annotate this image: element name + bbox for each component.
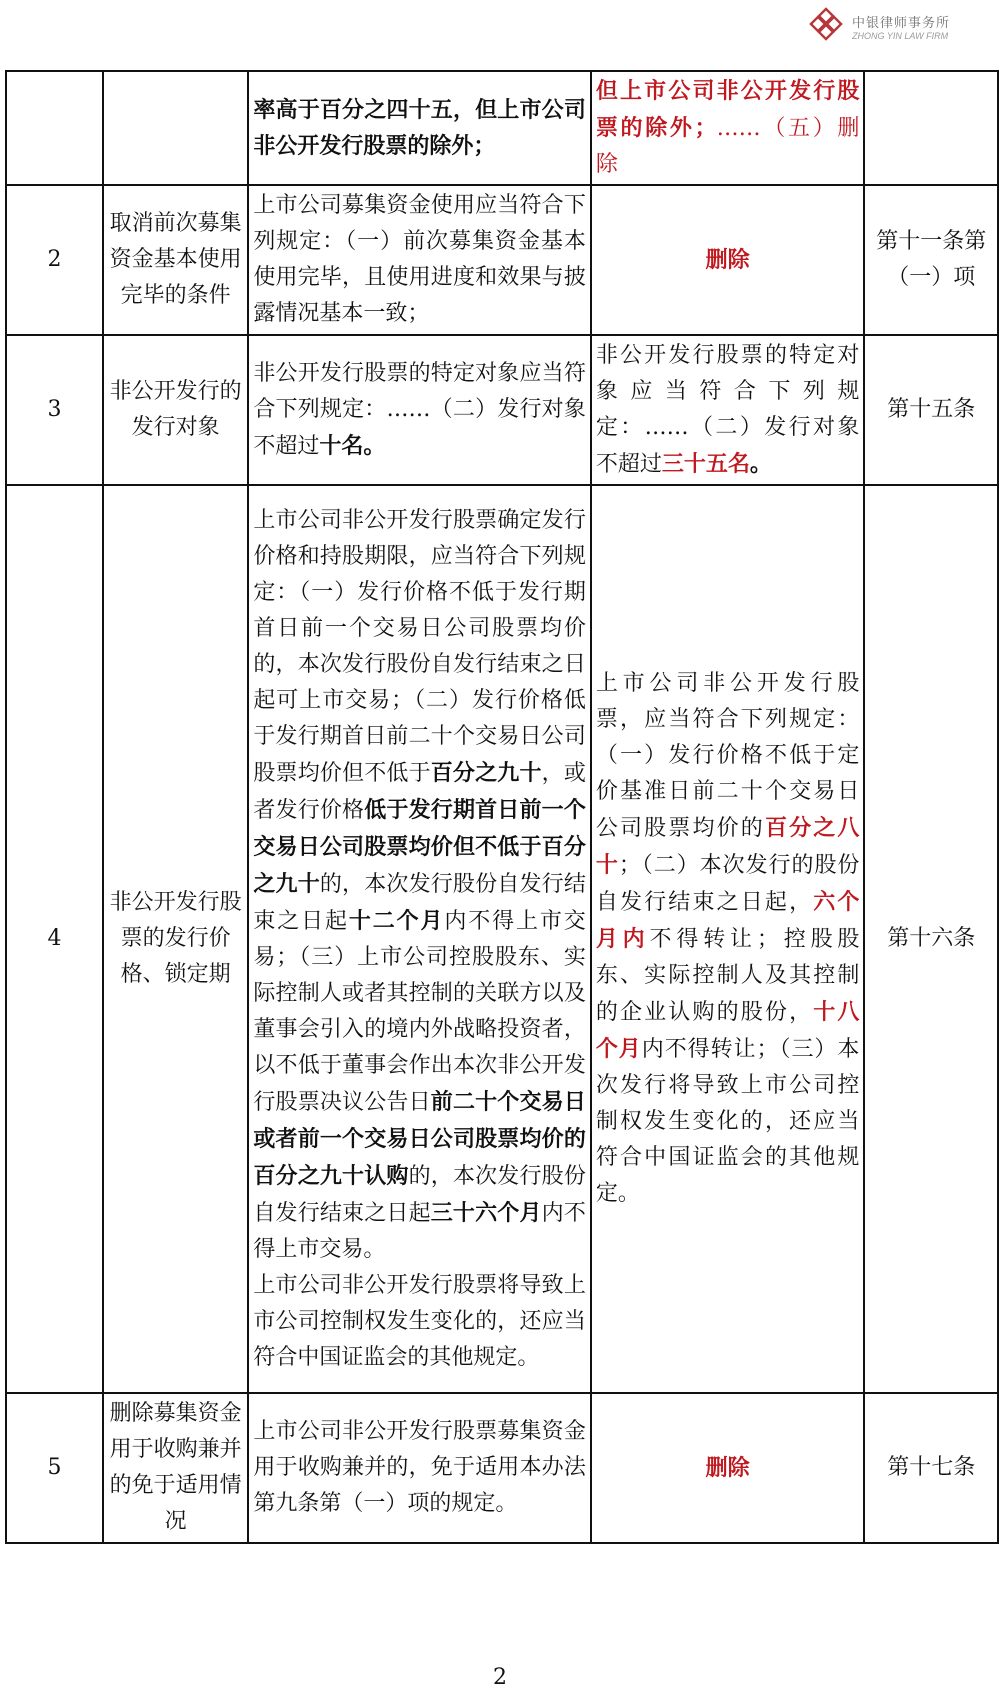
amended-text bbox=[591, 335, 865, 485]
row-number bbox=[6, 71, 103, 185]
amended-text-highlight: 六个月内 bbox=[595, 889, 860, 952]
original-text-part: 非公开发行股票的特定对象应当符合下列规定：……（二）发行对象不超过 bbox=[253, 360, 586, 459]
amended-text-part: 上市公司非公开发行股票，应当符合下列规定：（一）发行价格不低于定价基准日前二十个交易日公司股票均价的 bbox=[595, 671, 860, 841]
article-reference: 第十五条 bbox=[864, 335, 998, 485]
row-number: 2 bbox=[6, 185, 103, 335]
original-text-part: 内不得上市交易。 bbox=[253, 1200, 586, 1262]
row-topic: 删除募集资金用于收购兼并的免于适用情况 bbox=[103, 1393, 248, 1543]
amended-text-part: 。 bbox=[749, 450, 772, 477]
row-topic bbox=[103, 71, 248, 185]
row-topic: 非公开发行股票的发行价格、锁定期 bbox=[103, 485, 248, 1393]
amended-text-part: 非公开发行股票的特定对象应当符合下列规定：……（二）发行对象不超过 bbox=[595, 342, 860, 477]
table-row bbox=[6, 485, 998, 1393]
original-text-highlight: 十二个月 bbox=[348, 907, 445, 934]
amended-text-part: 不得转让；控股股东、实际控制人及其控制的企业认购的股份， bbox=[595, 927, 860, 1025]
firm-logo bbox=[808, 6, 950, 46]
table-row-continuation bbox=[6, 71, 998, 185]
firm-name-en: ZHONG YIN LAW FIRM bbox=[851, 30, 949, 41]
firm-emblem-icon bbox=[808, 6, 848, 46]
table-row bbox=[6, 185, 998, 335]
original-text-part: 率高于百分之四十五，但上市公司非公开发行股票的除外； bbox=[253, 97, 586, 159]
original-text-highlight: 前二十个交易日或者前一个交易日公司股票均价的百分之九十认购 bbox=[253, 1088, 586, 1189]
row-topic: 取消前次募集资金基本使用完毕的条件 bbox=[103, 185, 248, 335]
row-topic: 非公开发行的发行对象 bbox=[103, 335, 248, 485]
amended-text-highlight: 三十五名 bbox=[661, 450, 750, 477]
row-number: 5 bbox=[6, 1393, 103, 1543]
original-text bbox=[248, 71, 591, 185]
original-text-highlight: 低于发行期首日前一个交易日公司股票均价但不低于百分之九十 bbox=[253, 796, 586, 897]
original-text-part: 内不得上市交易；（三）上市公司控股股东、实际控制人或者其控制的关联方以及董事会引入的境内外战略投资者，以不低于董事会作出本次非公开发行股票决议公告日 bbox=[253, 908, 586, 1115]
table-row bbox=[6, 1393, 998, 1543]
amended-text-part: 内不得转让；（三）本次发行将导致上市公司控制权发生变化的，还应当符合中国证监会的其他规定。 bbox=[595, 1037, 860, 1206]
original-text: 上市公司募集资金使用应当符合下列规定：（一）前次募集资金基本使用完毕，且使用进度和效果与披露情况基本一致； bbox=[248, 185, 591, 335]
amended-text-highlight: 但上市公司非公开发行股票的除外； bbox=[595, 78, 860, 141]
original-text bbox=[248, 485, 591, 1393]
amended-text-highlight: 十八个月 bbox=[595, 999, 860, 1062]
amended-text bbox=[591, 71, 865, 185]
original-text-highlight: 百分之九十 bbox=[430, 759, 542, 786]
table-row bbox=[6, 335, 998, 485]
article-reference: 第十六条 bbox=[864, 485, 998, 1393]
row-number: 4 bbox=[6, 485, 103, 1393]
firm-name-cn: 中银律师事务所 bbox=[851, 15, 950, 31]
original-text-highlight: 三十六个月 bbox=[430, 1199, 542, 1226]
article-reference bbox=[864, 71, 998, 185]
amended-text-highlight: 百分之八十 bbox=[595, 815, 860, 878]
original-text: 上市公司非公开发行股票募集资金用于收购兼并的，免于适用本办法第九条第（一）项的规定。 bbox=[248, 1393, 591, 1543]
comparison-table bbox=[5, 70, 999, 1544]
row-number: 3 bbox=[6, 335, 103, 485]
article-reference: 第十七条 bbox=[864, 1393, 998, 1543]
article-reference: 第十一条第（一）项 bbox=[864, 185, 998, 335]
original-text-part: 的，本次发行股份自发行结束之日起 bbox=[253, 1163, 586, 1226]
amended-text: 删除 bbox=[591, 1393, 865, 1543]
original-text-highlight: 十名。 bbox=[319, 432, 386, 459]
original-text bbox=[248, 335, 591, 485]
amended-text-part: ；（二）本次发行的股份自发行结束之日起， bbox=[595, 853, 860, 915]
original-text-part: 上市公司非公开发行股票确定发行价格和持股期限，应当符合下列规定：（一）发行价格不低于发行期首日前一个交易日公司股票均价的，本次发行股份自发行结束之日起可上市交易；（二）发行价格低于发行期首日前二十个交易日公司股票均价但不低于 bbox=[253, 507, 586, 786]
original-text-part: ，或者发行价格 bbox=[253, 760, 586, 823]
amended-text-part: ……（五）删除 bbox=[595, 116, 860, 177]
page-number: 2 bbox=[493, 1665, 507, 1690]
original-text-part: 上市公司非公开发行股票将导致上市公司控制权发生变化的，还应当符合中国证监会的其他规定。 bbox=[253, 1272, 586, 1370]
amended-text bbox=[591, 485, 865, 1393]
amended-text: 删除 bbox=[591, 185, 865, 335]
original-text-part: 的，本次发行股份自发行结束之日起 bbox=[253, 871, 586, 934]
